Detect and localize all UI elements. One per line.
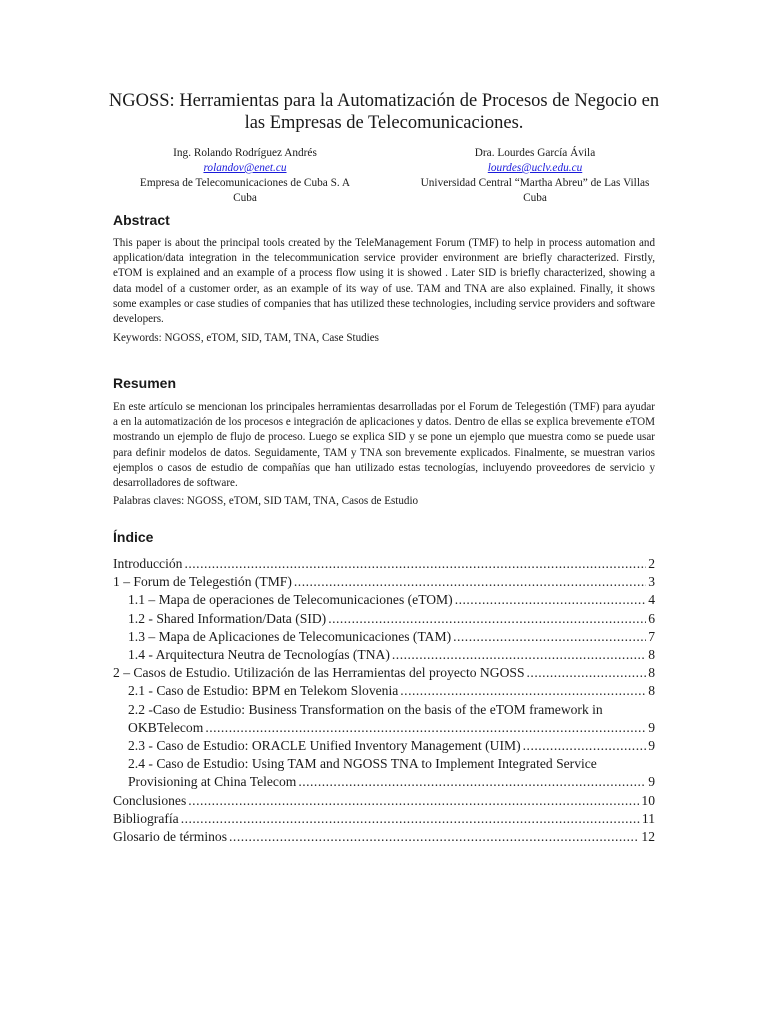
toc-entry[interactable] <box>113 792 655 810</box>
toc-entry-title: 1 – Forum de Telegestión (TMF) <box>113 574 292 590</box>
toc-entry[interactable] <box>113 591 655 609</box>
toc-dot-leader <box>188 792 639 810</box>
author-block <box>110 146 670 206</box>
author-email-link[interactable]: lourdes@uclv.edu.cu <box>487 162 583 174</box>
toc-entry-page: 12 <box>641 829 655 845</box>
toc-dot-leader <box>453 628 646 646</box>
toc-entry[interactable] <box>113 828 655 846</box>
table-of-contents <box>113 555 655 846</box>
toc-entry-title: 2 – Casos de Estudio. Utilización de las Herramientas del proyecto NGOSS <box>113 665 525 681</box>
paper-title <box>100 90 668 134</box>
toc-entry-title: 2.3 - Caso de Estudio: ORACLE Unified Inventory Management (UIM) <box>128 738 521 754</box>
abstract-text: This paper is about the principal tools created by the TeleManagement Forum (TMF) to help in process automation and application/data integration in the telecommunication service provider environment are briefly characterized. Firstly, eTOM is explained and an example of a process flow using it is showed . Later SID is briefly characterized, showing a data model of a customer order, as an example of its way of use. TAM and TNA are also explained. Finally, it shows some examples or case studies of companies that has utilized these technologies, including service providers and software developers. <box>113 237 655 326</box>
toc-entry-page: 8 <box>648 647 655 663</box>
resumen-text: En este artículo se mencionan los principales herramientas desarrolladas por el Forum de Telegestión (TMF) para ayudar a en la automatización de los procesos e integración de aplicaciones y datos. Dentro de ellas se explica brevemente eTOM mostrando un ejemplo de flujo de proceso. Luego se explica SID y se pone un ejemplo que muestra como se puede usar para definir modelos de datos. Seguidamente, TAM y TNA son brevemente explicados. Finalmente, se muestran varios ejemplos o casos de estudio de compañías que han utilizado estas tecnologías, incluyendo proveedores de servicio y desarrolladores de software. <box>113 401 655 490</box>
author-country: Cuba <box>523 192 547 204</box>
toc-entry[interactable] <box>113 773 655 791</box>
toc-entry-page: 11 <box>641 810 655 826</box>
author-name: Ing. Rolando Rodríguez Andrés <box>173 147 317 159</box>
toc-dot-leader <box>184 555 646 573</box>
toc-entry-page: 8 <box>648 683 655 699</box>
author-name: Dra. Lourdes García Ávila <box>474 147 596 159</box>
toc-entry-page: 9 <box>648 738 655 754</box>
toc-entry[interactable] <box>113 628 655 646</box>
indice-heading: Índice <box>113 529 154 545</box>
toc-entry[interactable] <box>113 682 655 700</box>
toc-entry-title: Glosario de términos <box>113 829 228 845</box>
toc-entry-page: 10 <box>641 792 655 808</box>
toc-entry-page: 7 <box>648 628 655 644</box>
author-affiliation: Empresa de Telecomunicaciones de Cuba S. A <box>139 177 351 189</box>
toc-entry-title: Provisioning at China Telecom <box>128 774 297 790</box>
toc-entry-page: 9 <box>648 774 655 790</box>
author-email-link[interactable]: rolandov@enet.cu <box>203 162 287 174</box>
toc-dot-leader <box>455 591 647 609</box>
toc-entry[interactable] <box>113 573 655 591</box>
toc-dot-leader <box>294 573 646 591</box>
toc-entry-title: OKBTelecom <box>128 719 204 735</box>
toc-dot-leader <box>392 646 646 664</box>
toc-entry-title: Introducción <box>113 556 183 571</box>
toc-entry-title: 1.2 - Shared Information/Data (SID) <box>128 610 327 626</box>
toc-entry-page: 9 <box>648 719 655 735</box>
toc-entry[interactable] <box>113 664 655 682</box>
toc-dot-leader <box>181 810 640 828</box>
toc-entry[interactable] <box>113 646 655 664</box>
toc-entry-title: 1.3 – Mapa de Aplicaciones de Telecomunicaciones (TAM) <box>128 628 452 644</box>
toc-entry[interactable] <box>113 610 655 628</box>
author-country: Cuba <box>233 192 257 204</box>
toc-dot-leader <box>523 737 647 755</box>
toc-entry[interactable] <box>113 555 655 573</box>
toc-dot-leader <box>400 682 646 700</box>
toc-entry-title: Conclusiones <box>113 792 187 808</box>
author-1 <box>110 146 380 206</box>
title-line-1: NGOSS: Herramientas para la Automatización de Procesos de Negocio en <box>108 91 660 111</box>
toc-entry-title: 1.1 – Mapa de operaciones de Telecomunicaciones (eTOM) <box>128 592 453 608</box>
resumen-keywords: Palabras claves: NGOSS, eTOM, SID TAM, TNA, Casos de Estudio <box>113 495 419 507</box>
toc-entry-title: 1.4 - Arquitectura Neutra de Tecnologías (TNA) <box>128 647 390 663</box>
author-2 <box>400 146 670 206</box>
toc-entry-page: 4 <box>648 592 655 608</box>
toc-entry-title: 2.1 - Caso de Estudio: BPM en Telekom Slovenia <box>128 683 399 699</box>
author-affiliation: Universidad Central “Martha Abreu” de Las Villas <box>420 177 650 189</box>
resumen-heading: Resumen <box>113 375 177 391</box>
abstract-heading: Abstract <box>113 212 170 228</box>
toc-dot-leader <box>298 773 646 791</box>
toc-entry-page: 6 <box>648 610 655 626</box>
toc-dot-leader <box>328 610 646 628</box>
toc-dot-leader <box>527 664 647 682</box>
toc-entry-page: 2 <box>648 556 655 571</box>
toc-entry[interactable] <box>113 737 655 755</box>
title-line-2: las Empresas de Telecomunicaciones. <box>244 113 524 133</box>
toc-entry-continued[interactable]: 2.4 - Caso de Estudio: Using TAM and NGOSS TNA to Implement Integrated Service <box>128 756 597 772</box>
toc-entry-title: Bibliografía <box>113 810 179 826</box>
toc-entry[interactable] <box>113 810 655 828</box>
toc-entry[interactable] <box>113 719 655 737</box>
toc-entry-page: 3 <box>648 574 655 590</box>
toc-entry-continued[interactable]: 2.2 -Caso de Estudio: Business Transformation on the basis of the eTOM framework in <box>128 701 603 717</box>
toc-entry-page: 8 <box>648 665 655 681</box>
toc-dot-leader <box>229 828 639 846</box>
abstract-keywords: Keywords: NGOSS, eTOM, SID, TAM, TNA, Case Studies <box>113 332 379 344</box>
toc-dot-leader <box>205 719 646 737</box>
